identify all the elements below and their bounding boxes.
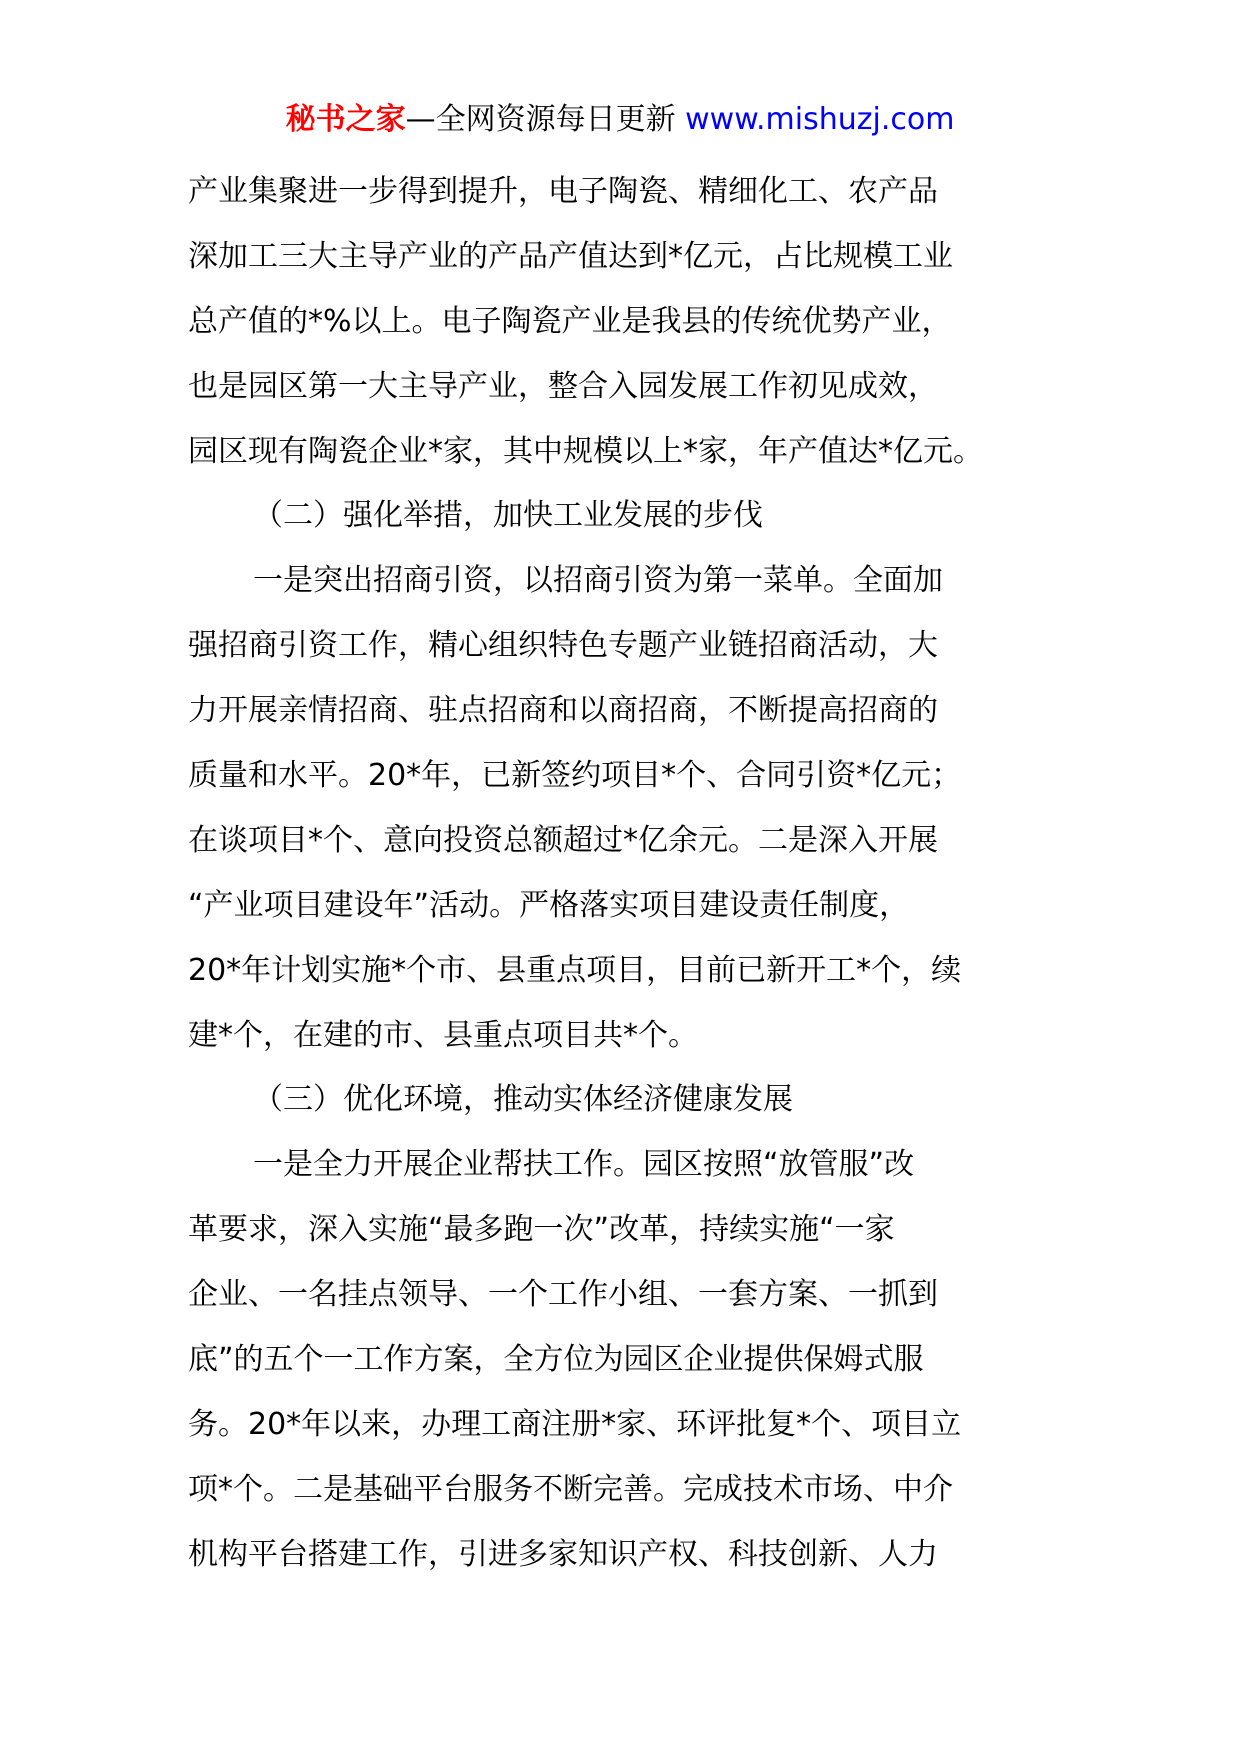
section-heading: （三）优化环境，推动实体经济健康发展 xyxy=(253,1082,793,1118)
paragraph-start: 一是突出招商引资，以招商引资为第一菜单。全面加 xyxy=(253,563,943,599)
text-line: 底”的五个一工作方案，全方位为园区企业提供保姆式服 xyxy=(188,1342,924,1378)
text-line: 也是园区第一大主导产业，整合入园发展工作初见成效， xyxy=(188,368,938,404)
text-line: “产业项目建设年”活动。严格落实项目建设责任制度， xyxy=(188,887,910,923)
text-line: 项*个。二是基础平台服务不断完善。完成技术市场、中介 xyxy=(188,1471,953,1507)
site-url-link[interactable]: www.mishuzj.com xyxy=(685,102,955,137)
document-body xyxy=(188,160,1068,1588)
text-line: 在谈项目*个、意向投资总额超过*亿余元。二是深入开展 xyxy=(188,822,938,858)
paragraph-start: 一是全力开展企业帮扶工作。园区按照“放管服”改 xyxy=(253,1147,915,1183)
header-slogan: —全网资源每日更新 xyxy=(405,102,686,137)
text-line: 力开展亲情招商、驻点招商和以商招商，不断提高招商的 xyxy=(188,693,938,729)
text-line: 务。20*年以来，办理工商注册*家、环评批复*个、项目立 xyxy=(188,1406,962,1442)
text-line: 机构平台搭建工作，引进多家知识产权、科技创新、人力 xyxy=(188,1536,938,1572)
text-line: 产业集聚进一步得到提升，电子陶瓷、精细化工、农产品 xyxy=(188,174,938,209)
text-line: 深加工三大主导产业的产品产值达到*亿元，占比规模工业 xyxy=(188,238,953,274)
text-line: 企业、一名挂点领导、一个工作小组、一套方案、一抓到 xyxy=(188,1277,938,1313)
text-line: 质量和水平。20*年，已新签约项目*个、合同引资*亿元； xyxy=(188,758,962,794)
text-line: 强招商引资工作，精心组织特色专题产业链招商活动，大 xyxy=(188,628,938,664)
text-line: 建*个，在建的市、县重点项目共*个。 xyxy=(188,1017,698,1053)
text-line: 总产值的*%以上。电子陶瓷产业是我县的传统优势产业， xyxy=(188,303,952,339)
section-heading: （二）强化举措，加快工业发展的步伐 xyxy=(253,498,763,534)
text-line: 20*年计划实施*个市、县重点项目，目前已新开工*个，续 xyxy=(188,952,962,988)
site-header xyxy=(0,100,1240,140)
text-line: 革要求，深入实施“最多跑一次”改革，持续实施“一家 xyxy=(188,1212,895,1248)
text-line: 园区现有陶瓷企业*家，其中规模以上*家，年产值达*亿元。 xyxy=(188,433,983,469)
brand-name: 秘书之家 xyxy=(285,102,406,137)
